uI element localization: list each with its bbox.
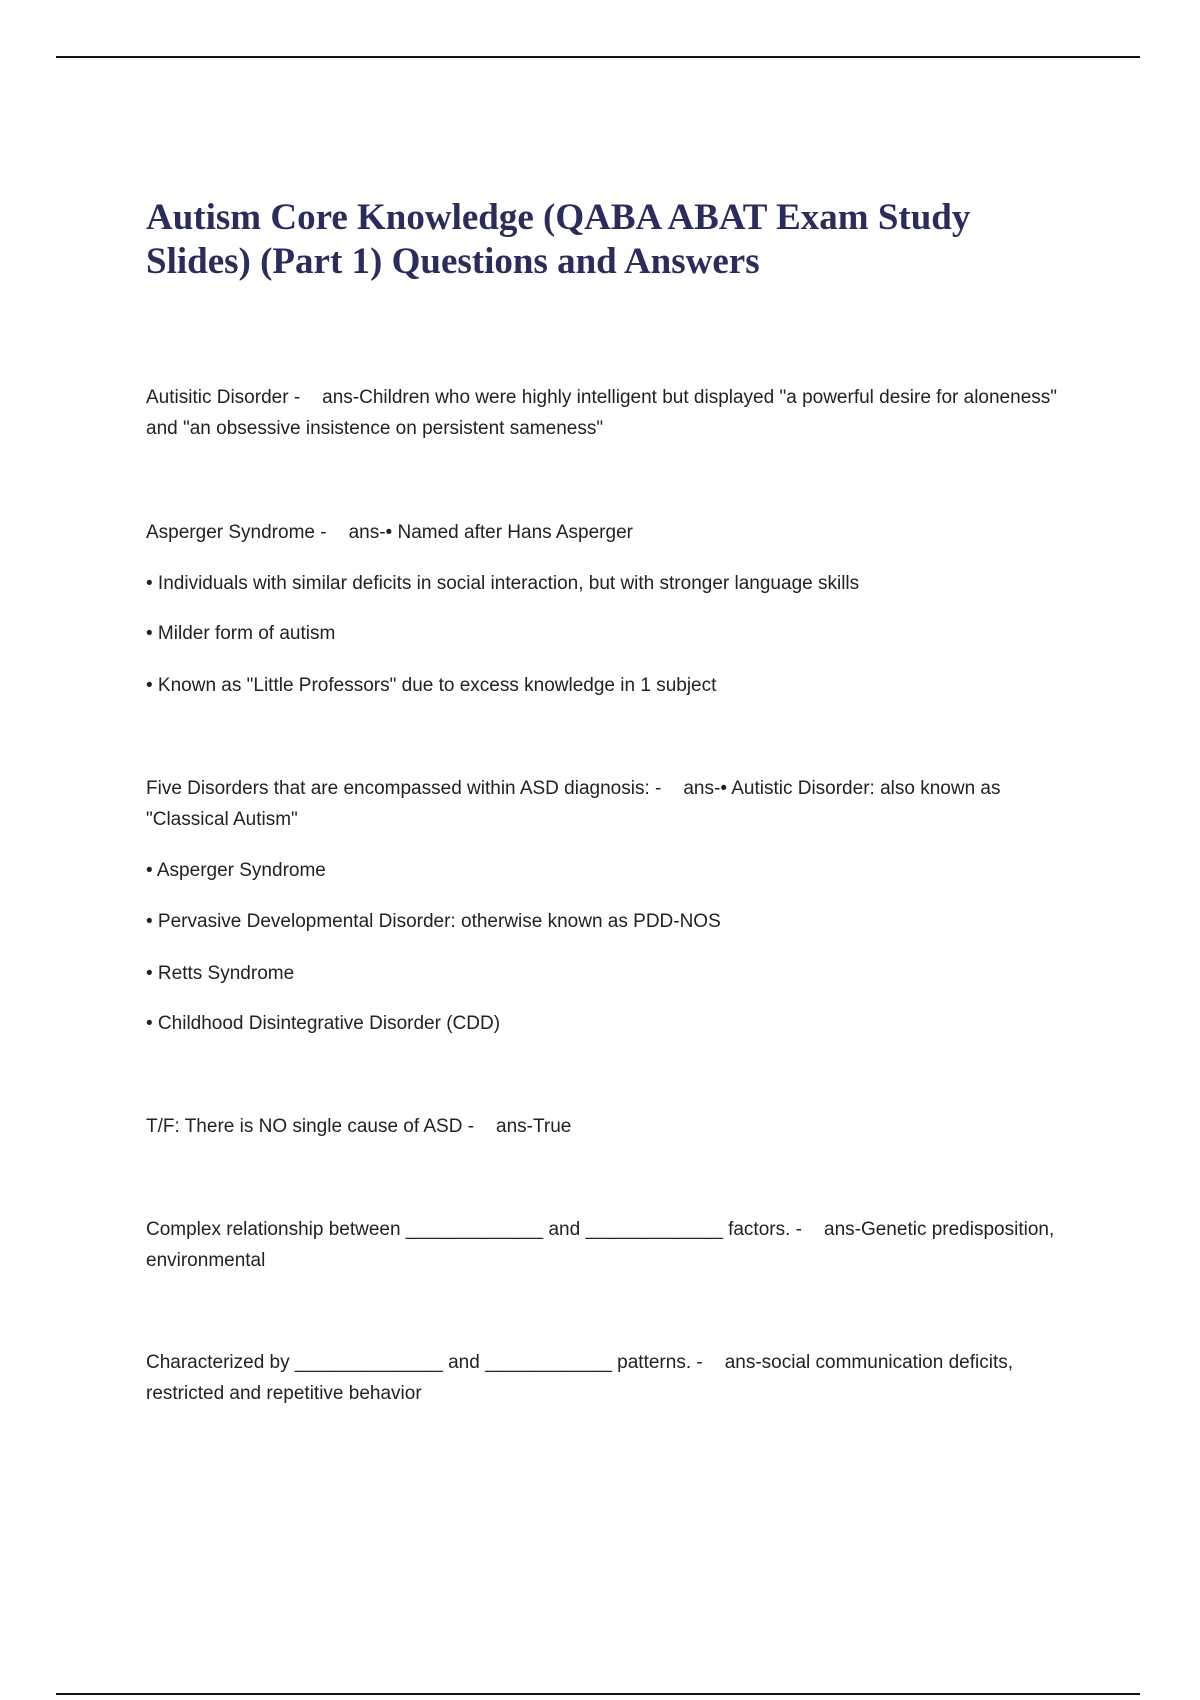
header-rule xyxy=(56,56,1140,58)
qa-item xyxy=(146,1214,1076,1276)
question: Five Disorders that are encompassed within ASD diagnosis: - xyxy=(146,778,662,799)
question: Asperger Syndrome - xyxy=(146,522,327,543)
page-title: Autism Core Knowledge (QABA ABAT Exam Study Slides) (Part 1) Questions and Answers xyxy=(146,197,971,282)
answer-bullet: • Childhood Disintegrative Disorder (CDD) xyxy=(146,1013,501,1034)
question: Autisitic Disorder - xyxy=(146,387,301,408)
qa-item xyxy=(146,1347,1076,1409)
answer: ans-Children who were highly intelligent but displayed "a powerful desire for aloneness" and "an obsessive insistence on persistent sameness" xyxy=(146,387,1058,439)
question: T/F: There is NO single cause of ASD - xyxy=(146,1116,475,1137)
qa-item xyxy=(146,517,1076,548)
answer: ans-• Autistic Disorder: also known as "Classical Autism" xyxy=(146,778,1001,830)
answer-bullet: • Retts Syndrome xyxy=(146,963,295,984)
qa-item xyxy=(146,1111,1076,1142)
answer-bullet: • Known as "Little Professors" due to excess knowledge in 1 subject xyxy=(146,675,717,696)
footer-rule xyxy=(56,1693,1140,1695)
answer: ans-True xyxy=(496,1116,572,1137)
qa-item xyxy=(146,773,1076,835)
answer: ans-social communication deficits, restricted and repetitive behavior xyxy=(146,1352,1014,1404)
question: Characterized by ______________ and ____________ patterns. - xyxy=(146,1352,703,1373)
answer: ans-Genetic predisposition, environmental xyxy=(146,1219,1055,1271)
qa-item xyxy=(146,382,1076,444)
answer-bullet: • Pervasive Developmental Disorder: otherwise known as PDD-NOS xyxy=(146,911,721,932)
answer-bullet: • Individuals with similar deficits in social interaction, but with stronger language skills xyxy=(146,573,860,594)
question: Complex relationship between _____________ and _____________ factors. - xyxy=(146,1219,802,1240)
answer: ans-• Named after Hans Asperger xyxy=(348,522,633,543)
answer-bullet: • Asperger Syndrome xyxy=(146,860,326,881)
answer-bullet: • Milder form of autism xyxy=(146,623,336,644)
